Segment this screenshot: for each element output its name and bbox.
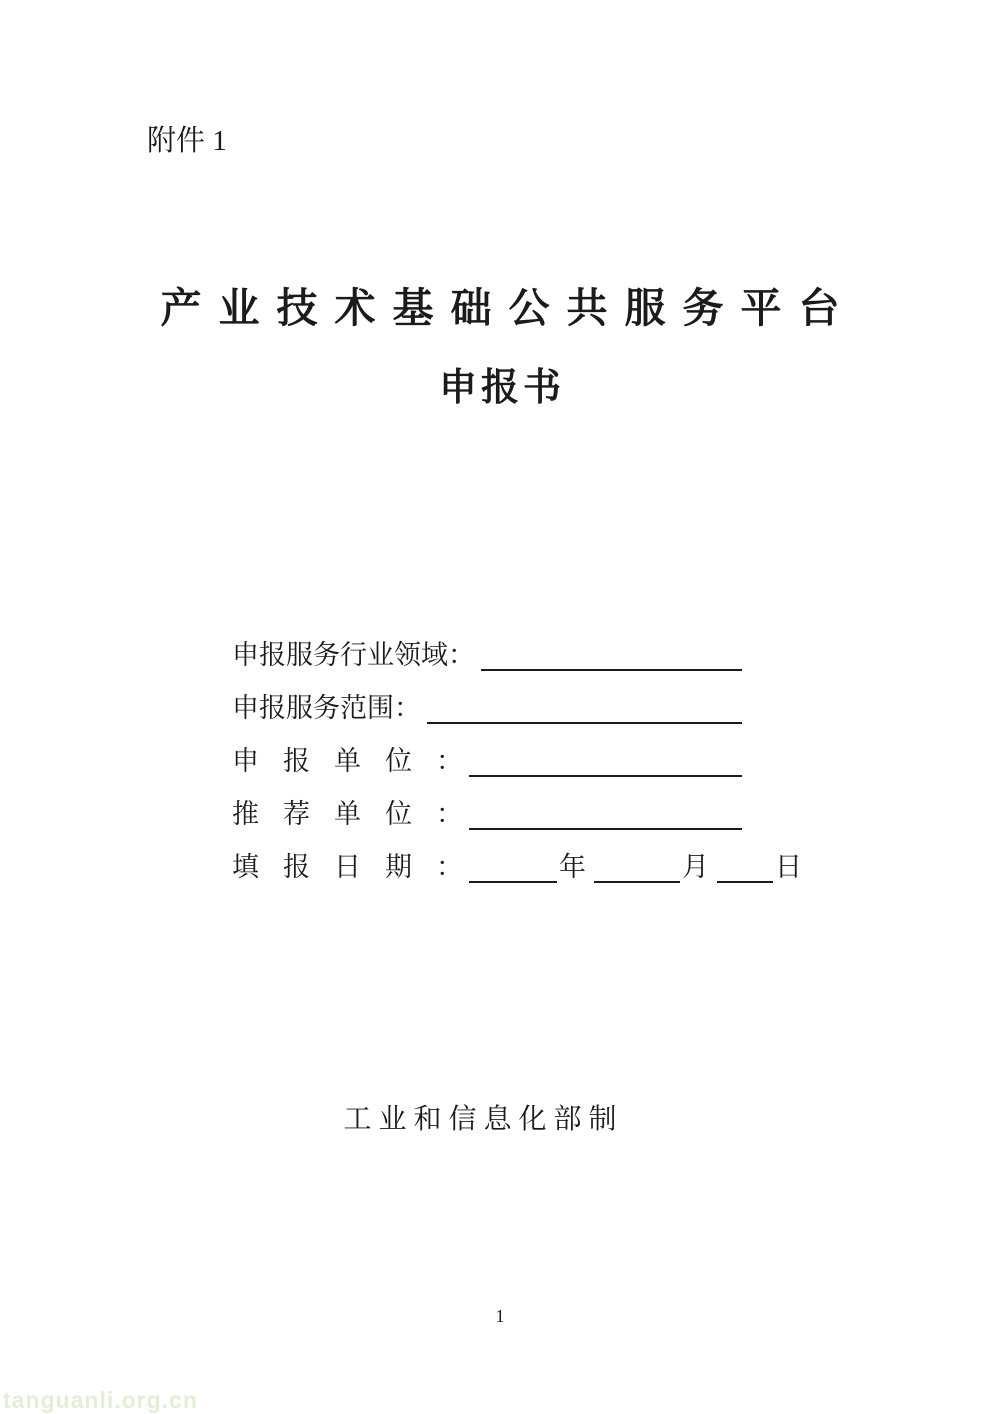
day-unit-label: 日: [775, 852, 802, 883]
applicant-unit-blank-line: [469, 775, 742, 777]
year-unit-label: 年: [559, 852, 586, 883]
form-row-service-scope: [232, 671, 742, 724]
form-row-filing-date: [232, 830, 802, 883]
field-label-text: 推荐单位: [232, 799, 436, 830]
document-title-line2: 申报书: [438, 367, 565, 409]
colon: ：: [436, 799, 463, 830]
service-industry-label: [232, 641, 475, 671]
filing-date-label: [232, 853, 463, 883]
service-industry-blank-line: [481, 669, 742, 671]
form-row-recommending-unit: [232, 777, 742, 830]
service-scope-blank-line: [427, 722, 742, 724]
watermark-text: tanguanli.org.cn: [3, 1387, 198, 1413]
field-label-text: 申报服务行业领域: [232, 640, 448, 671]
form-row-applicant-unit: [232, 724, 742, 777]
field-label-text: 填报日期: [232, 852, 436, 883]
colon: ：: [436, 852, 463, 883]
date-month-blank-line: [594, 881, 680, 883]
date-day-blank-line: [717, 881, 773, 883]
field-label-text: 申报单位: [232, 746, 436, 777]
month-unit-label: 月: [682, 852, 709, 883]
recommending-unit-blank-line: [469, 828, 742, 830]
document-title-line1: 产业技术基础公共服务平台: [160, 285, 857, 331]
recommending-unit-label: [232, 800, 463, 830]
colon: ：: [394, 693, 421, 724]
attachment-label: 附件 1: [147, 125, 227, 157]
application-form-fields: [232, 618, 802, 883]
field-label-text: 申报服务范围: [232, 693, 394, 724]
issuing-authority: 工业和信息化部制: [343, 1104, 624, 1135]
form-row-service-industry: [232, 618, 742, 671]
date-year-blank-line: [469, 881, 557, 883]
colon: ：: [448, 640, 475, 671]
page-number: 1: [495, 1306, 505, 1326]
service-scope-label: [232, 694, 421, 724]
applicant-unit-label: [232, 747, 463, 777]
colon: ：: [436, 746, 463, 777]
